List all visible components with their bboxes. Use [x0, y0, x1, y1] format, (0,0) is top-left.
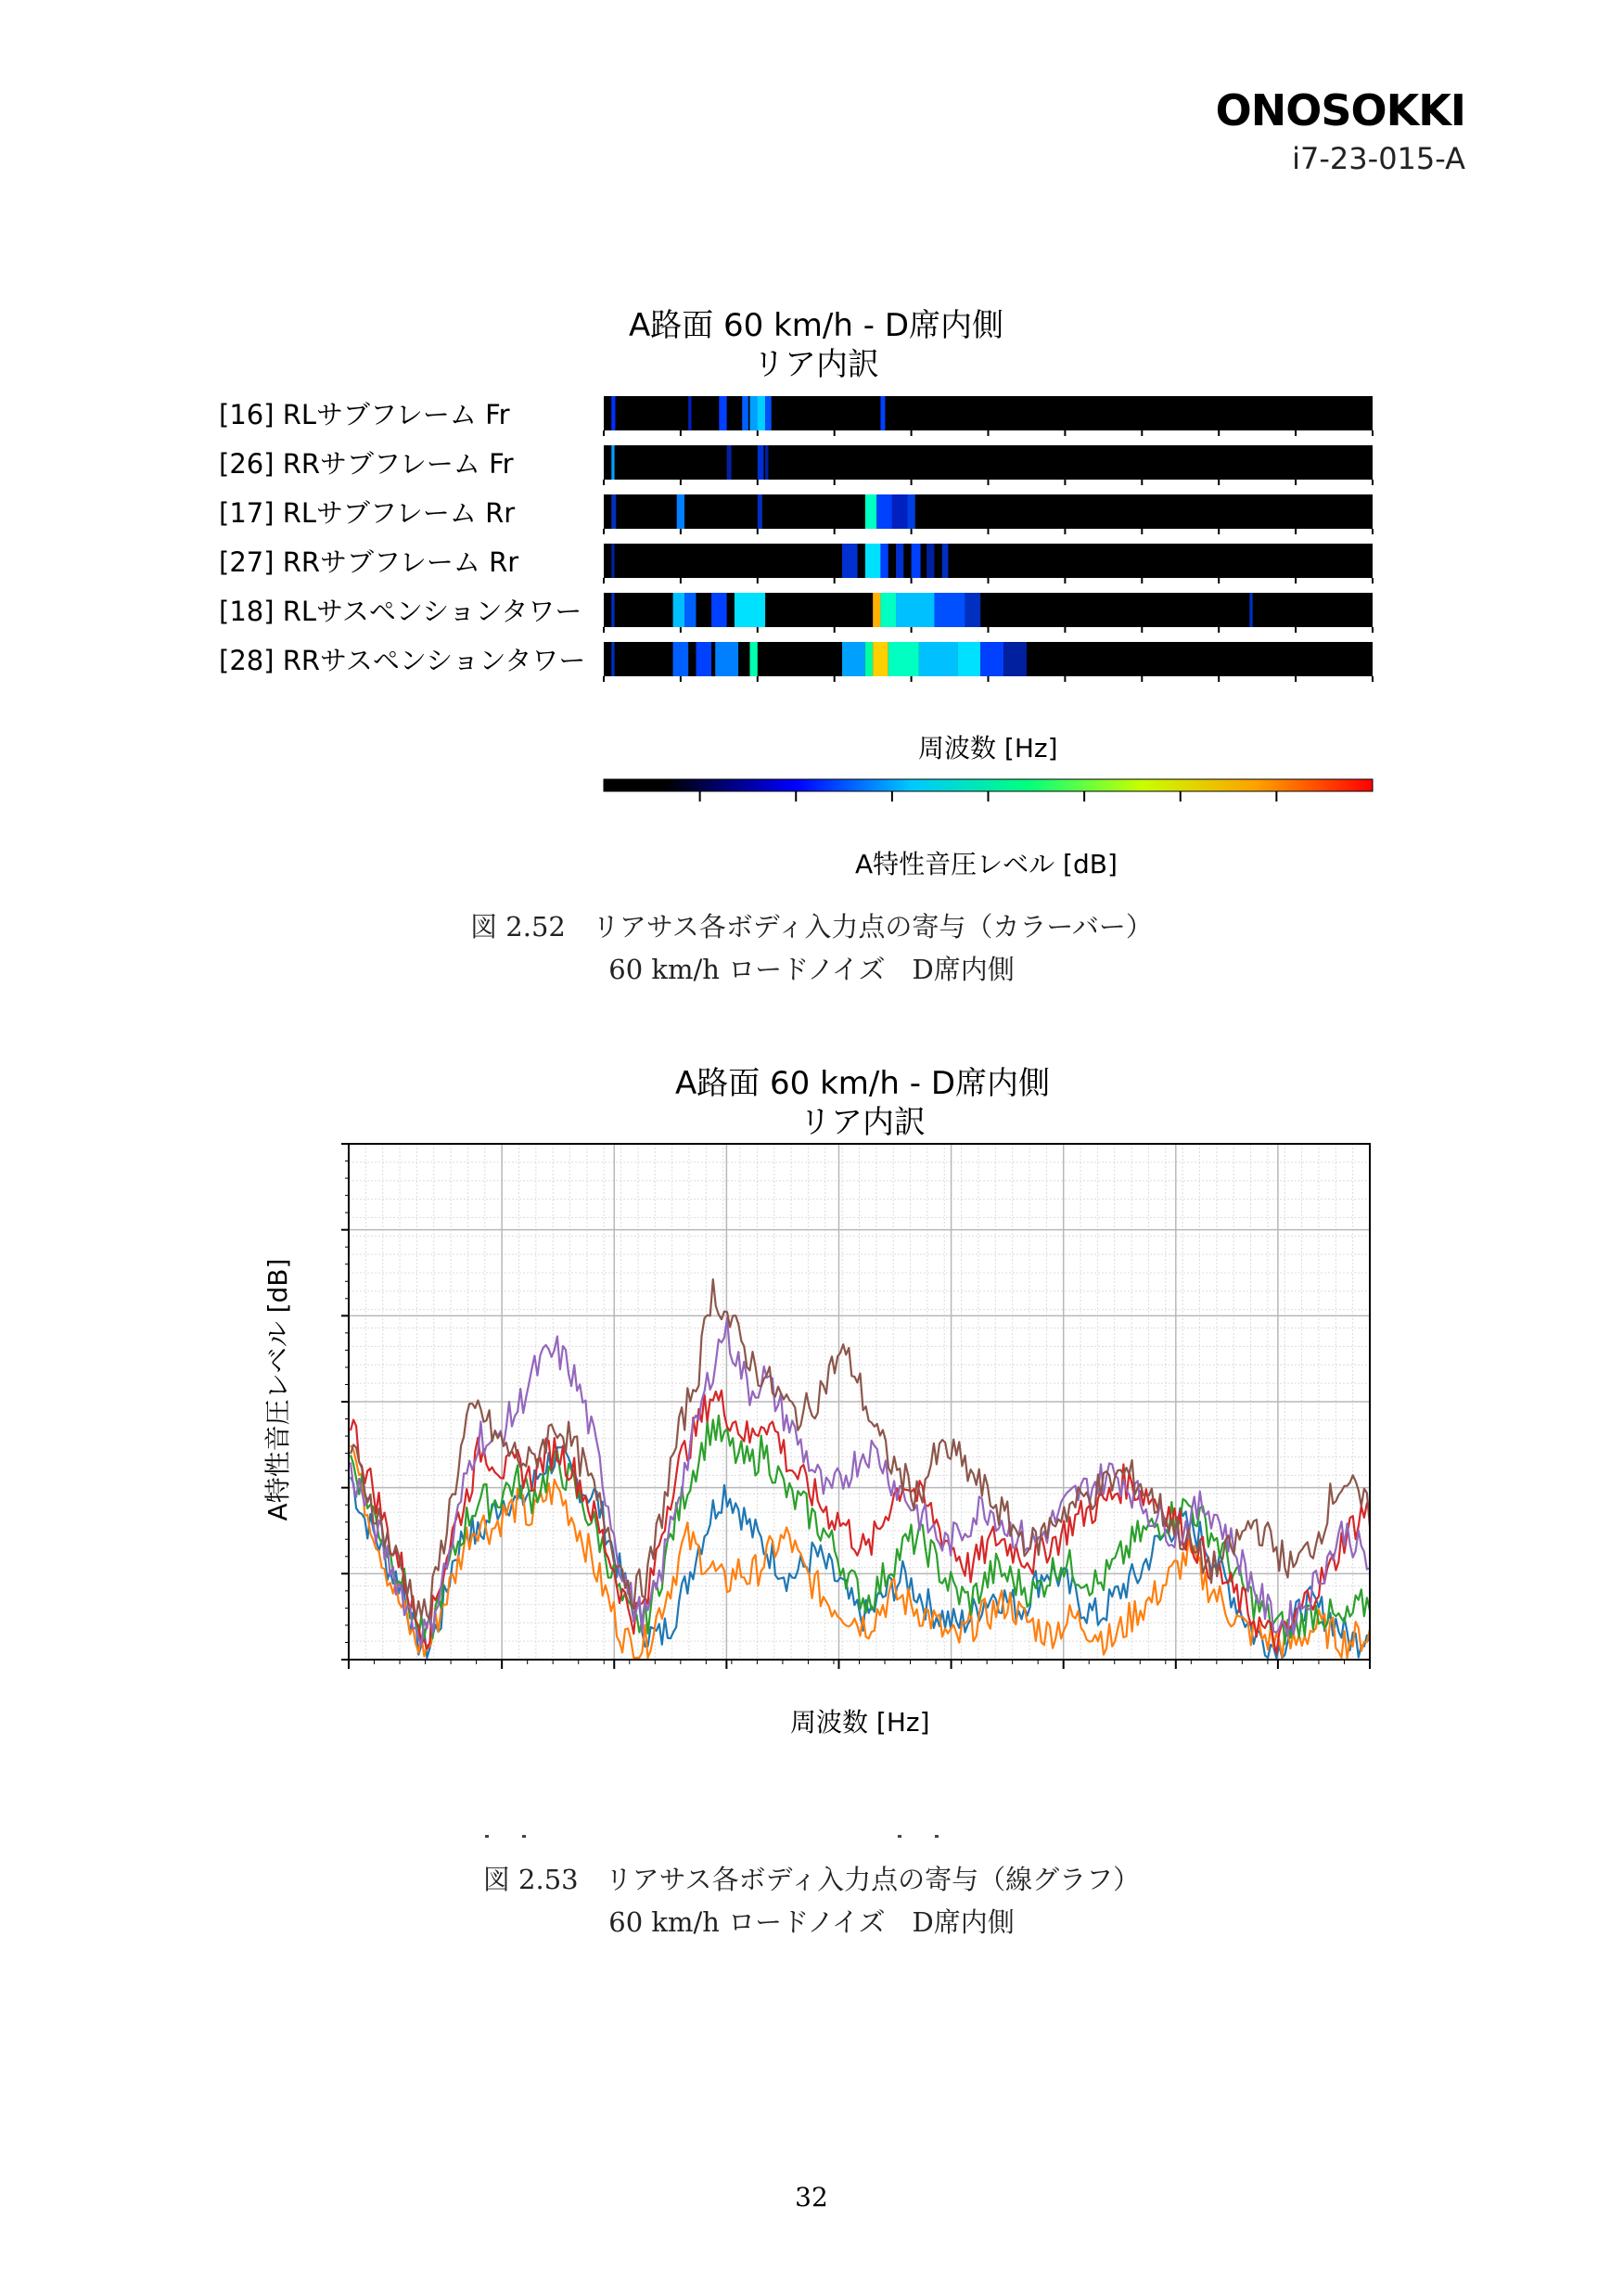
figure2-caption: [0, 1858, 1623, 1943]
page-number: 32: [795, 2182, 828, 2213]
chart-x-axis-label: 周波数 [Hz]: [790, 1707, 930, 1738]
figure1-caption-line2: 60 km/h ロードノイズ D席内側: [608, 954, 1015, 985]
figure1-title-line1: A路面 60 km/h - D席内側: [628, 307, 1003, 344]
heatmap-row-label: [18] RLサスペンションタワー: [219, 596, 582, 627]
figure1-caption-line1: 図 2.52 リアサス各ボディ入力点の寄与（カラーバー）: [470, 911, 1153, 943]
heatmap-row-label: [26] RRサブフレーム Fr: [219, 448, 514, 480]
heatmap-row-label: [28] RRサスペンションタワー: [219, 645, 586, 676]
chart-title-line1: A路面 60 km/h - D席内側: [674, 1065, 1050, 1102]
heatmap-row-label: [16] RLサブフレーム Fr: [219, 399, 510, 430]
heatmap-x-axis-label: 周波数 [Hz]: [918, 733, 1058, 763]
figure2-caption-line1: 図 2.53 リアサス各ボディ入力点の寄与（線グラフ）: [482, 1864, 1141, 1895]
scan-mark: [485, 1835, 489, 1838]
heatmap-row-label: [27] RRサブフレーム Rr: [219, 546, 519, 578]
document-id: i7-23-015-A: [1292, 141, 1465, 176]
figure1-title-line2: リア内訳: [753, 346, 879, 383]
company-logo: ONOSOKKI: [1215, 85, 1465, 135]
scan-mark: [935, 1835, 939, 1838]
chart-title-line2: リア内訳: [799, 1104, 926, 1141]
heatmap-row-label: [17] RLサブフレーム Rr: [219, 497, 516, 529]
scan-mark: [522, 1835, 526, 1838]
chart-y-axis-label: A特性音圧レベル [dB]: [262, 1258, 293, 1521]
figure2-caption-line2: 60 km/h ロードノイズ D席内側: [608, 1906, 1015, 1938]
scan-mark: [898, 1835, 901, 1838]
colorbar-label: A特性音圧レベル [dB]: [855, 849, 1118, 879]
